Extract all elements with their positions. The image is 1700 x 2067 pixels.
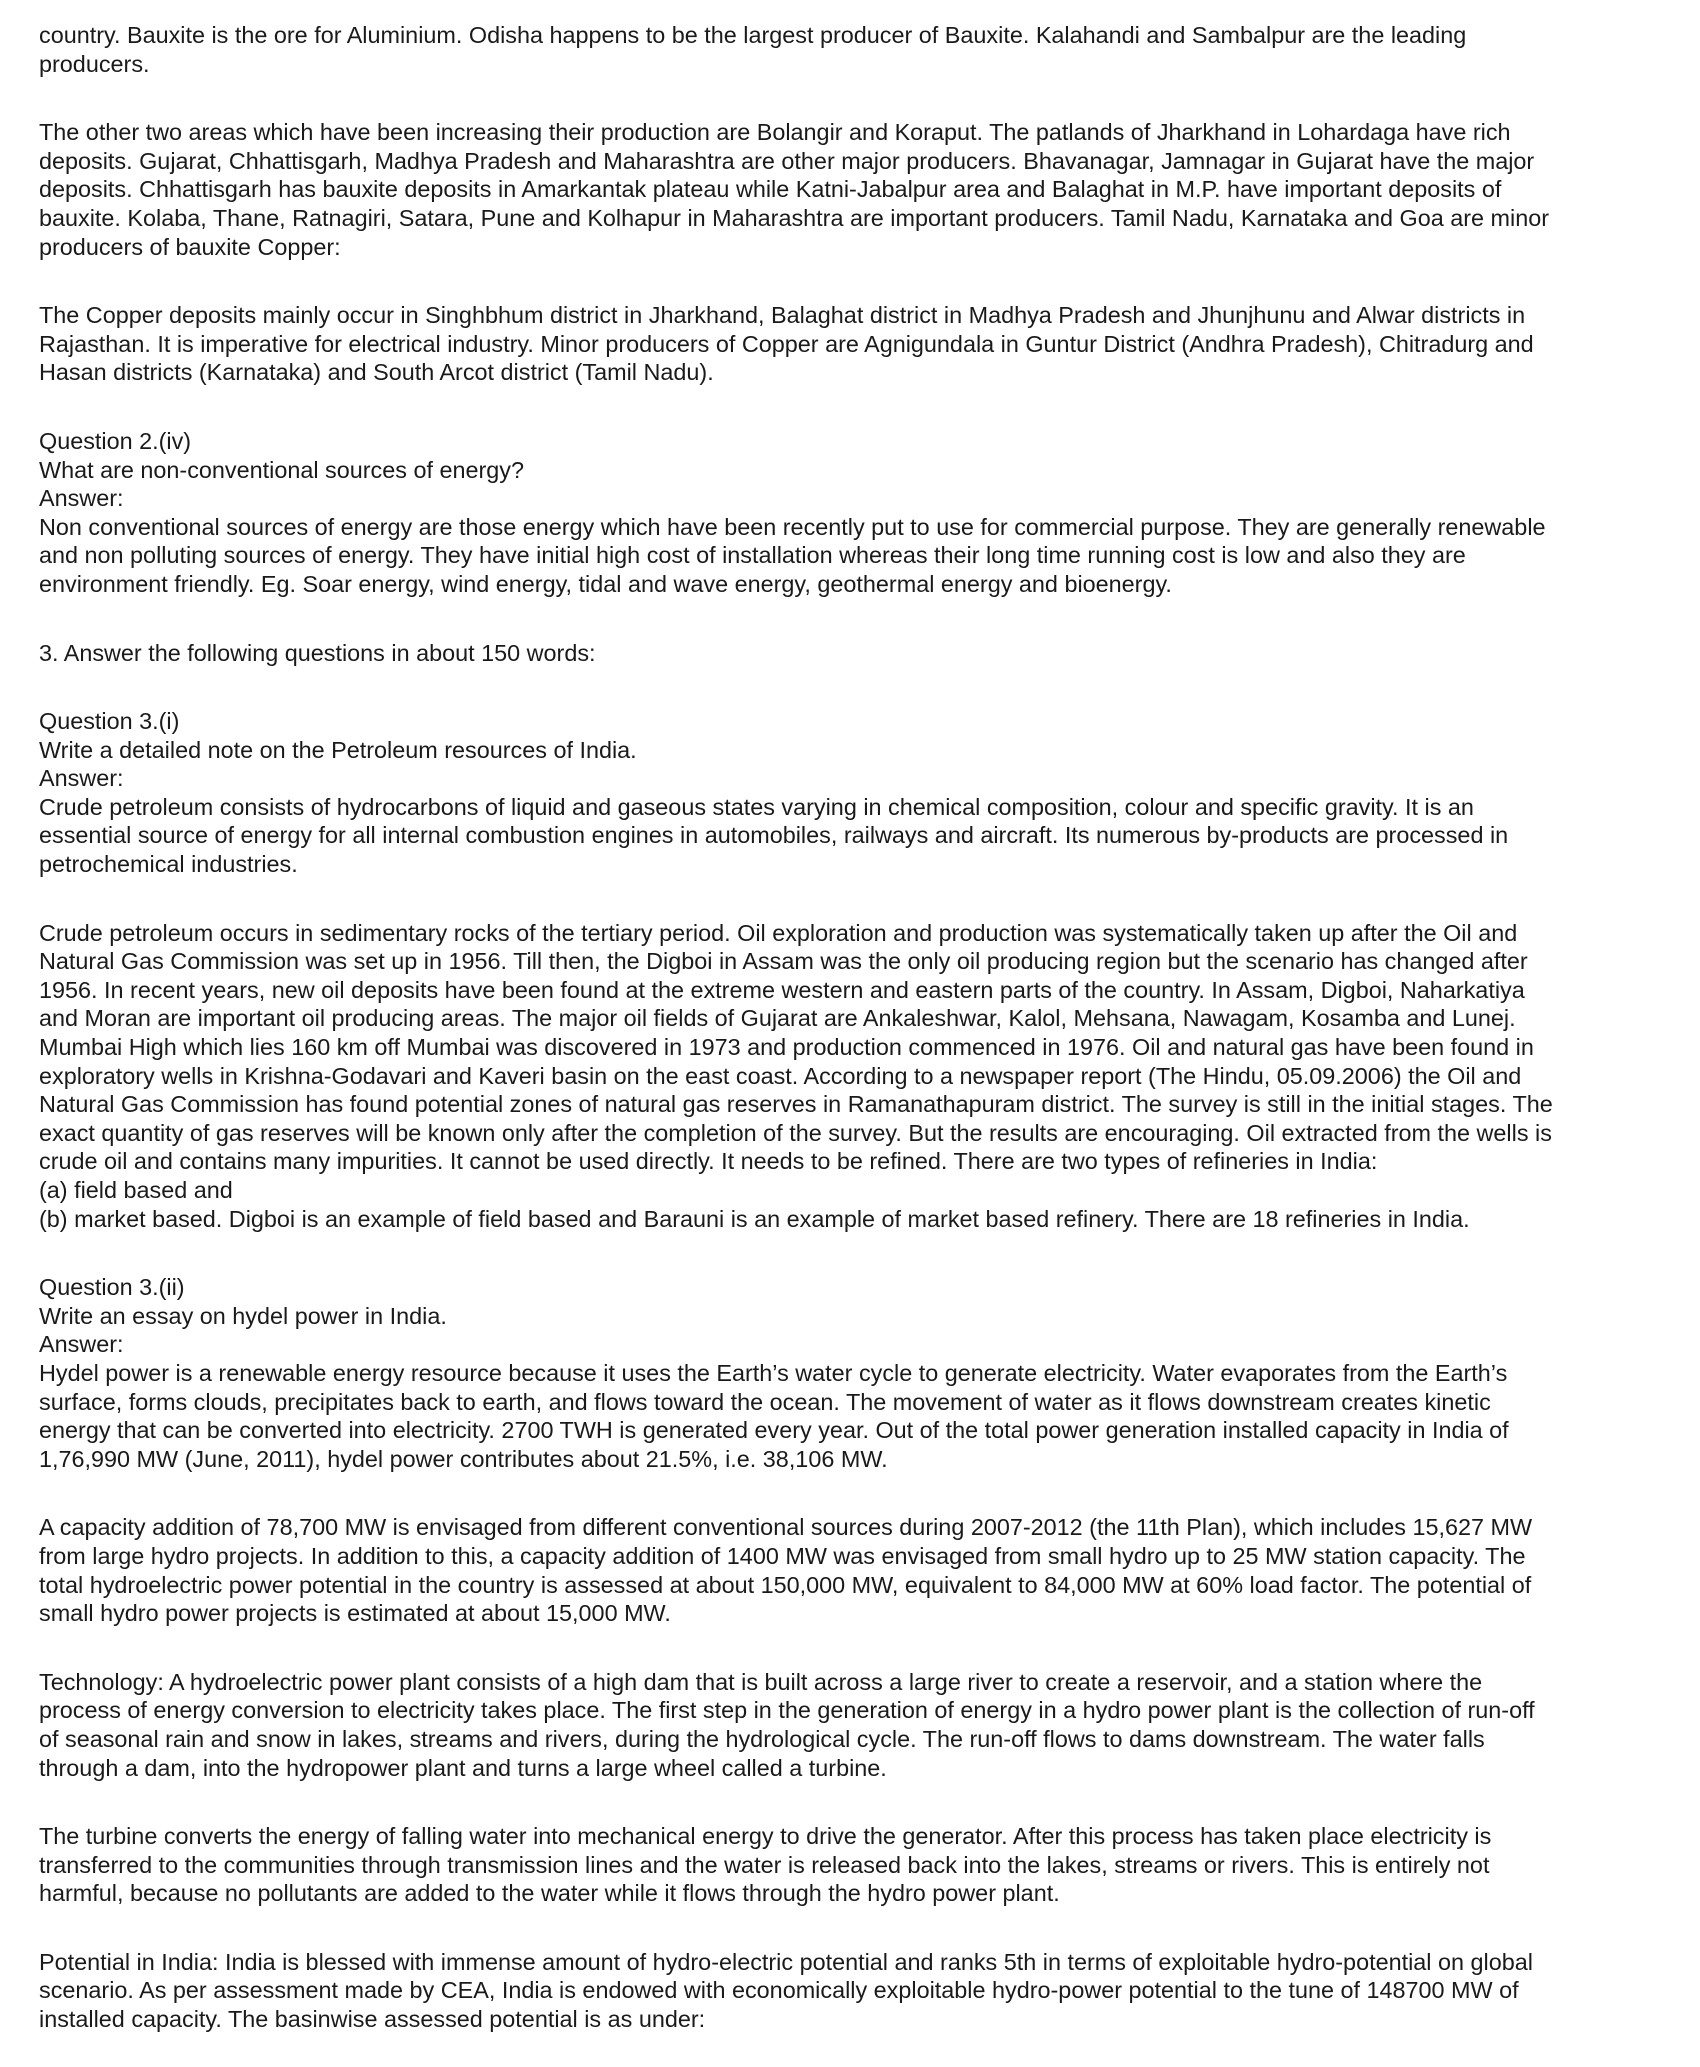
text-line: Mumbai High which lies 160 km off Mumbai was discovered in 1973 and production commenced in 1976. Oil and natural gas have been found in	[39, 1034, 1534, 1061]
text-line: bauxite. Kolaba, Thane, Ratnagiri, Satara, Pune and Kolhapur in Maharashtra are important producers. Tamil Nadu, Karnataka and Goa are minor	[39, 204, 1550, 231]
text-line: and Moran are important oil producing areas. The major oil fields of Gujarat are Ankaleshwar, Kalol, Mehsana, Nawagam, Kosamba and Lunej.	[39, 1005, 1516, 1032]
text-line: 1956. In recent years, new oil deposits have been found at the extreme western and eastern parts of the country. In Assam, Digboi, Naharkatiya	[39, 976, 1525, 1003]
text-line: 3. Answer the following questions in about 150 words:	[39, 639, 596, 666]
text-line: Rajasthan. It is imperative for electrical industry. Minor producers of Copper are Agnigundala in Guntur District (Andhra Pradesh), Chitradurg and	[39, 330, 1534, 357]
text-line: and non polluting sources of energy. They have initial high cost of installation whereas their long time running cost is low and also they are	[39, 542, 1466, 569]
text-line: environment friendly. Eg. Soar energy, wind energy, tidal and wave energy, geothermal energy and bioenergy.	[39, 570, 1172, 597]
text-line: small hydro power projects is estimated at about 15,000 MW.	[39, 1600, 671, 1627]
paragraph	[39, 639, 1679, 668]
text-line: Potential in India: India is blessed with immense amount of hydro-electric potential and ranks 5th in terms of exploitable hydro-potential on global	[39, 1948, 1533, 1975]
paragraph-gap	[39, 1628, 1679, 1668]
paragraph	[39, 1822, 1679, 1908]
text-line: Hasan districts (Karnataka) and South Arcot district (Tamil Nadu).	[39, 359, 714, 386]
paragraph-gap	[39, 879, 1679, 919]
text-line: Crude petroleum occurs in sedimentary rocks of the tertiary period. Oil exploration and production was systematically taken up after the Oil and	[39, 919, 1518, 946]
paragraph	[39, 301, 1679, 387]
text-line: Question 2.(iv)	[39, 427, 192, 454]
text-line: process of energy conversion to electricity takes place. The first step in the generation of energy in a hydro power plant is the collection of run-off	[39, 1697, 1535, 1724]
text-line: Write an essay on hydel power in India.	[39, 1302, 447, 1329]
paragraph-gap	[39, 1908, 1679, 1948]
text-line: Question 3.(ii)	[39, 1274, 185, 1301]
text-line: The turbine converts the energy of falling water into mechanical energy to drive the generator. After this process has taken place electricity is	[39, 1823, 1492, 1850]
text-line: harmful, because no pollutants are added to the water while it flows through the hydro power plant.	[39, 1880, 1060, 1907]
paragraph-gap	[39, 1473, 1679, 1513]
text-line: (a) field based and	[39, 1177, 233, 1203]
paragraph-gap	[39, 667, 1679, 707]
paragraph	[39, 1273, 1679, 1473]
text-line: exact quantity of gas reserves will be known only after the completion of the survey. But the results are encouraging. Oil extracted from the wells is	[39, 1119, 1552, 1146]
text-line: Non conventional sources of energy are those energy which have been recently put to use for commercial purpose. They are generally renewable	[39, 513, 1546, 540]
paragraph	[39, 707, 1679, 879]
text-line: A capacity addition of 78,700 MW is envisaged from different conventional sources during 2007-2012 (the 11th Plan), which includes 15,627 MW	[39, 1514, 1533, 1541]
text-line: Crude petroleum consists of hydrocarbons of liquid and gaseous states varying in chemical composition, colour and specific gravity. It is an	[39, 793, 1474, 820]
paragraph	[39, 1668, 1679, 1782]
text-line: country. Bauxite is the ore for Aluminium. Odisha happens to be the largest producer of Bauxite. Kalahandi and Sambalpur are the leading	[39, 22, 1467, 48]
text-line: Natural Gas Commission was set up in 1956. Till then, the Digboi in Assam was the only oil producing region but the scenario has changed after	[39, 948, 1528, 975]
text-line: Write a detailed note on the Petroleum resources of India.	[39, 736, 637, 763]
text-line: producers.	[39, 50, 150, 77]
paragraph-gap	[39, 1233, 1679, 1273]
paragraph-gap	[39, 261, 1679, 301]
text-line: What are non-conventional sources of energy?	[39, 456, 524, 483]
text-line: The other two areas which have been increasing their production are Bolangir and Koraput. The patlands of Jharkhand in Lohardaga have rich	[39, 119, 1511, 146]
text-line: surface, forms clouds, precipitates back to earth, and flows toward the ocean. The movement of water as it flows downstream creates kinetic	[39, 1388, 1491, 1415]
text-line: of seasonal rain and snow in lakes, streams and rivers, during the hydrological cycle. The run-off flows to dams downstream. The water falls	[39, 1725, 1485, 1752]
text-line: energy that can be converted into electricity. 2700 TWH is generated every year. Out of the total power generation installed capacity in India of	[39, 1417, 1509, 1444]
text-line: deposits. Gujarat, Chhattisgarh, Madhya Pradesh and Maharashtra are other major producers. Bhavanagar, Jamnagar in Gujarat have the major	[39, 147, 1535, 174]
paragraph-gap	[39, 78, 1679, 118]
text-line: Hydel power is a renewable energy resource because it uses the Earth’s water cycle to generate electricity. Water evaporates from the Earth’s	[39, 1359, 1508, 1386]
text-line: installed capacity. The basinwise assessed potential is as under:	[39, 2006, 706, 2033]
paragraph-gap	[39, 599, 1679, 639]
text-line: Answer:	[39, 1331, 124, 1358]
text-line: essential source of energy for all internal combustion engines in automobiles, railways and aircraft. Its numerous by-products are processed in	[39, 822, 1509, 849]
text-line: 1,76,990 MW (June, 2011), hydel power contributes about 21.5%, i.e. 38,106 MW.	[39, 1445, 888, 1472]
text-line: Answer:	[39, 485, 124, 512]
text-line: (b) market based. Digboi is an example of field based and Barauni is an example of market based refinery. There are 18 refineries in India.	[39, 1205, 1470, 1232]
document-page	[39, 21, 1679, 2034]
text-line: transferred to the communities through transmission lines and the water is released back into the lakes, streams or rivers. This is entirely not	[39, 1851, 1490, 1878]
paragraph-gap	[39, 1782, 1679, 1822]
paragraph	[39, 919, 1679, 1234]
text-line: petrochemical industries.	[39, 851, 298, 878]
paragraph	[39, 1948, 1679, 2034]
paragraph-gap	[39, 387, 1679, 427]
paragraph	[39, 427, 1679, 599]
text-line: The Copper deposits mainly occur in Singhbhum district in Jharkhand, Balaghat district in Madhya Pradesh and Jhunjhunu and Alwar districts in	[39, 302, 1526, 329]
text-line: crude oil and contains many impurities. It cannot be used directly. It needs to be refined. There are two types of refineries in India:	[39, 1148, 1378, 1175]
paragraph	[39, 21, 1679, 78]
text-line: through a dam, into the hydropower plant and turns a large wheel called a turbine.	[39, 1754, 887, 1781]
text-line: deposits. Chhattisgarh has bauxite deposits in Amarkantak plateau while Katni-Jabalpur area and Balaghat in M.P. have important deposits of	[39, 176, 1502, 203]
text-line: producers of bauxite Copper:	[39, 233, 341, 260]
paragraph	[39, 1513, 1679, 1627]
text-line: Natural Gas Commission has found potential zones of natural gas reserves in Ramanathapuram district. The survey is still in the initial stages. The	[39, 1091, 1553, 1118]
text-line: scenario. As per assessment made by CEA, India is endowed with economically exploitable hydro-power potential to the tune of 148700 MW of	[39, 1977, 1519, 2004]
text-line: Technology: A hydroelectric power plant consists of a high dam that is built across a large river to create a reservoir, and a station where the	[39, 1668, 1483, 1695]
paragraph	[39, 118, 1679, 261]
text-line: exploratory wells in Krishna-Godavari and Kaveri basin on the east coast. According to a newspaper report (The Hindu, 05.09.2006) the Oil and	[39, 1062, 1522, 1089]
text-line: Answer:	[39, 765, 124, 792]
text-line: total hydroelectric power potential in the country is assessed at about 150,000 MW, equivalent to 84,000 MW at 60% load factor. The potential of	[39, 1571, 1532, 1598]
text-line: from large hydro projects. In addition to this, a capacity addition of 1400 MW was envisaged from small hydro up to 25 MW station capacity. The	[39, 1542, 1526, 1569]
text-line: Question 3.(i)	[39, 708, 180, 735]
